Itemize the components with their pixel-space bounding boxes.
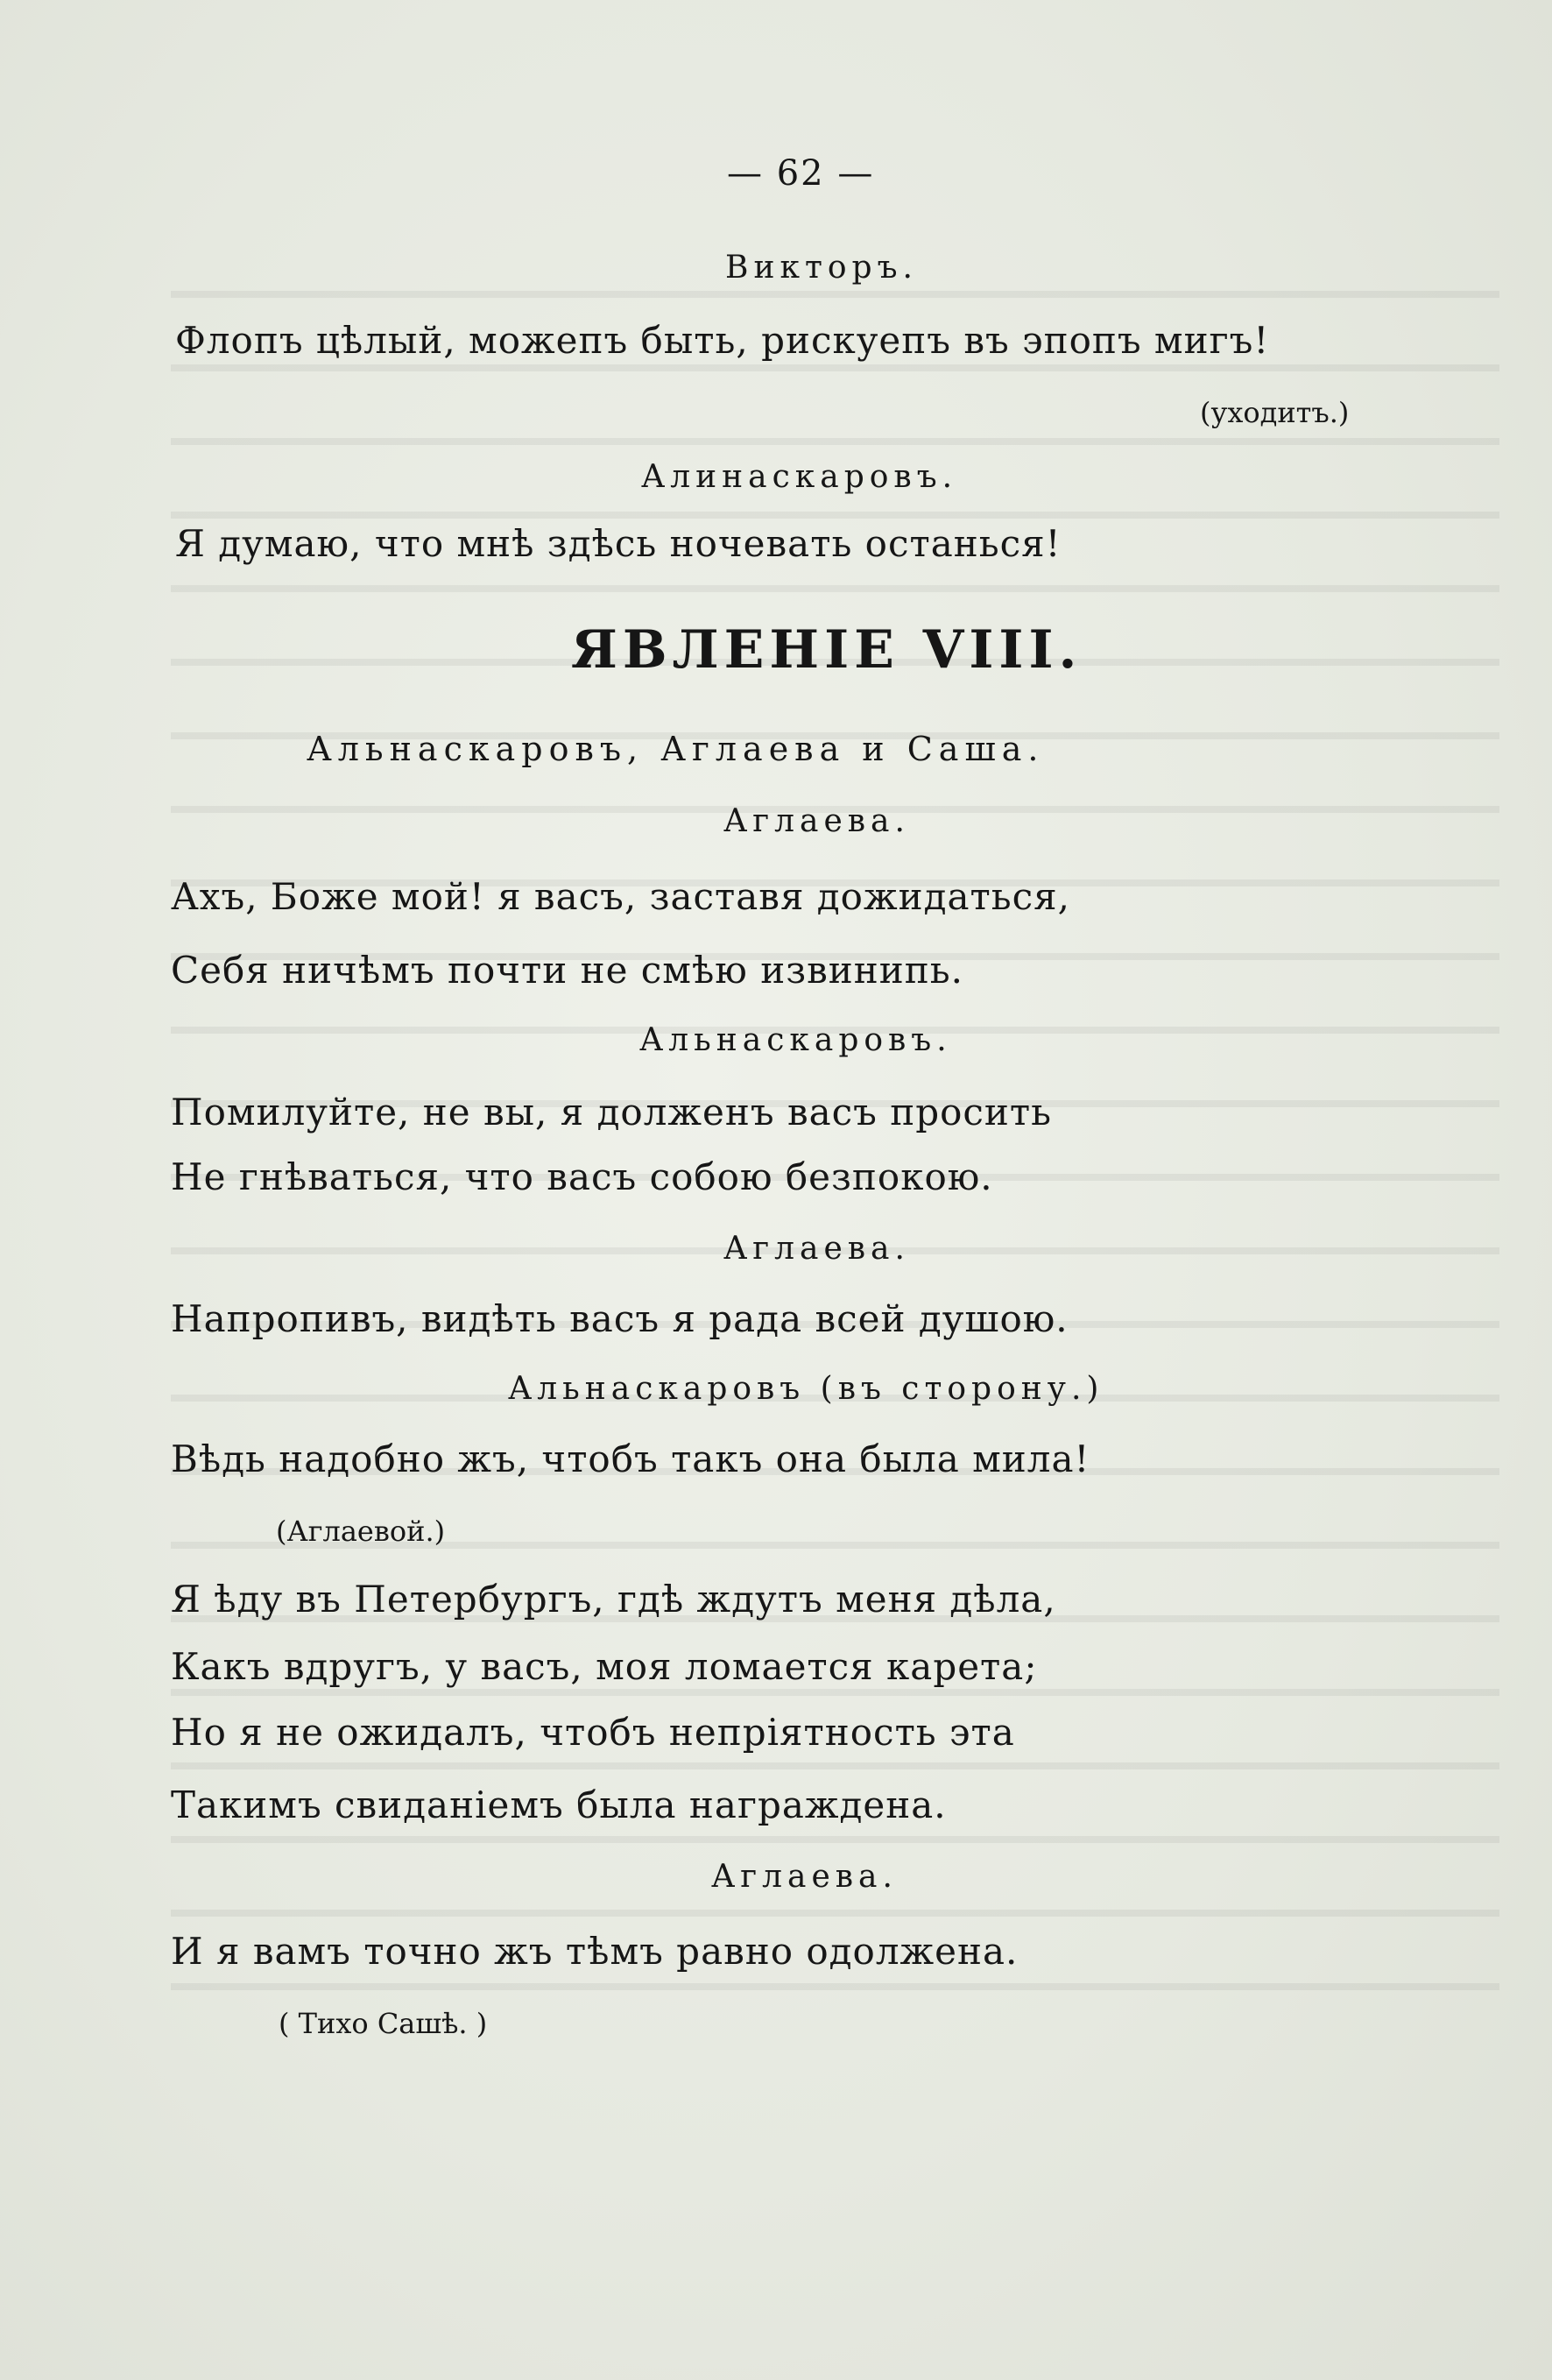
verse-line: И я вамъ точно жъ тѣмъ равно одолжена. [171, 1930, 1019, 1973]
speaker-name: Аглаева. [723, 803, 910, 839]
verse-line: Себя ничѣмъ почти не смѣю извинипь. [171, 949, 963, 992]
verse-line: Флопъ цѣлый, можепъ быть, рискуепъ въ эпопъ мигъ! [175, 319, 1270, 362]
speaker-name: Алинаскаровъ. [641, 459, 958, 495]
page-number: — 62 — [727, 153, 875, 194]
verse-line: Такимъ свиданіемъ была награждена. [171, 1783, 947, 1826]
verse-line: Я думаю, что мнѣ здѣсь ночевать останься! [175, 522, 1062, 565]
verse-line: Но я не ожидалъ, чтобъ непріятность эта [171, 1711, 1015, 1754]
verse-line: Ахъ, Боже мой! я васъ, заставя дожидаться, [171, 875, 1070, 918]
verse-line: Напропивъ, видѣть васъ я рада всей душою. [171, 1297, 1069, 1340]
stage-direction: (Аглаевой.) [276, 1515, 446, 1548]
verse-line: Вѣдь надобно жъ, чтобъ такъ она была мила! [171, 1437, 1090, 1480]
cast-list: Альнаскаровъ, Аглаева и Саша. [307, 730, 1045, 768]
stage-direction: (уходитъ.) [1200, 396, 1350, 429]
verse-line: Не гнѣваться, что васъ собою безпокою. [171, 1155, 993, 1198]
verse-line: Какъ вдругъ, у васъ, моя ломается карета; [171, 1645, 1038, 1688]
speaker-name: Альнаскаровъ (въ сторону.) [508, 1371, 1104, 1407]
speaker-name: Аглаева. [711, 1859, 898, 1895]
speaker-name: Альнаскаровъ. [639, 1022, 952, 1058]
scene-heading: ЯВЛЕНІЕ VIII. [571, 619, 1083, 681]
verse-line: Я ѣду въ Петербургъ, гдѣ ждутъ меня дѣла, [171, 1578, 1056, 1621]
verse-line: Помилуйте, не вы, я долженъ васъ просить [171, 1091, 1053, 1134]
speaker-name: Аглаева. [723, 1231, 910, 1267]
speaker-name: Викторъ. [725, 250, 918, 286]
stage-direction: ( Тихо Сашѣ. ) [279, 2007, 488, 2040]
